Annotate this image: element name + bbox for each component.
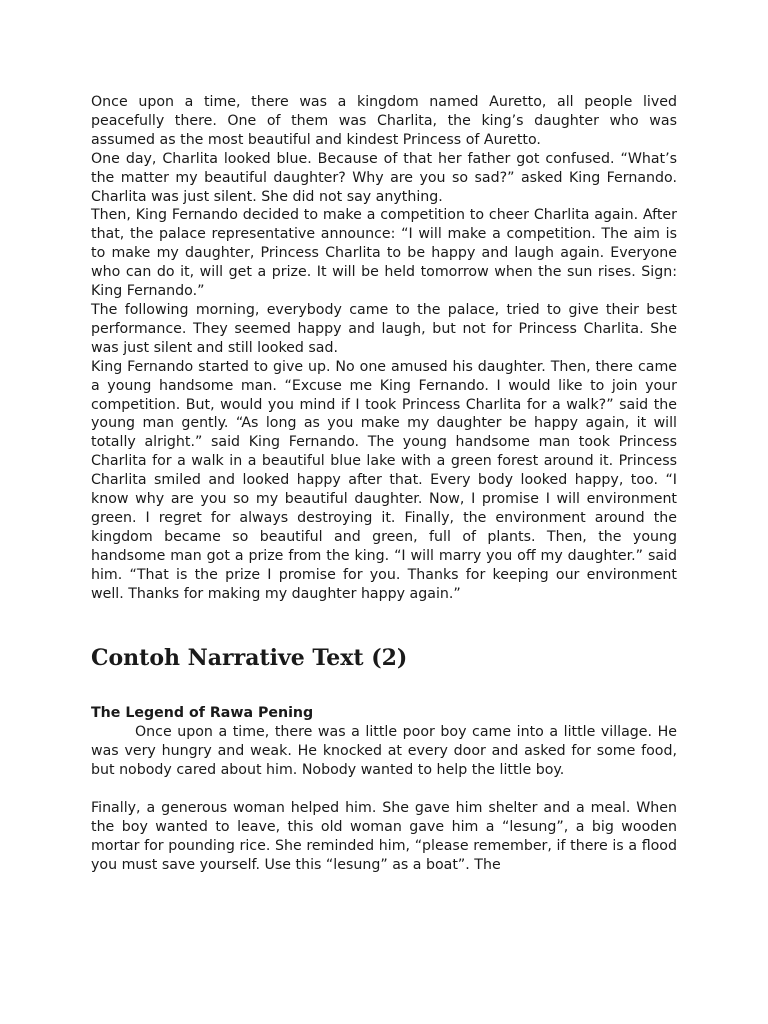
document-page <box>91 93 677 875</box>
story-paragraph-5: King Fernando started to give up. No one amused his daughter. Then, there came a young handsome man. “Excuse me King Fernando. I would like to join your competition. But, would you mind if I took Princess Charlita for a walk?” said the young man gently. “As long as you make my daughter be happy again, it will totally alright.” said King Fernando. The young handsome man took Princess Charlita for a walk in a beautiful blue lake with a green forest around it. Princess Charlita smiled and looked happy after that. Every body looked happy, too. “I know why are you so my beautiful daughter. Now, I promise I will environment green. I regret for always destroying it. Finally, the environment around the kingdom became so beautiful and green, full of plants. Then, the young handsome man got a prize from the king. “I will marry you off my daughter.” said him. “That is the prize I promise for you. Thanks for keeping our environment well. Thanks for making my daughter happy again.” <box>91 358 677 602</box>
legend-paragraph-1: Once upon a time, there was a little poor boy came into a little village. He was very hungry and weak. He knocked at every door and asked for some food, but nobody cared about him. Nobody wanted to help the little boy. <box>91 724 677 779</box>
story-paragraph-1: Once upon a time, there was a kingdom named Auretto, all people lived peacefully there. One of them was Charlita, the king’s daughter who was assumed as the most beautiful and kindest Princess of Auretto. <box>91 94 677 148</box>
story-paragraph-4: The following morning, everybody came to the palace, tried to give their best performance. They seemed happy and laugh, but not for Princess Charlita. She was just silent and still looked sad. <box>91 301 677 356</box>
story-paragraph-3: Then, King Fernando decided to make a competition to cheer Charlita again. After that, the palace representative announce: “I will make a competition. The aim is to make my daughter, Princess Charlita to be happy and laugh again. Everyone who can do it, will get a prize. It will be held tomorrow when the sun rises. Sign: King Fernando.” <box>91 207 677 300</box>
legend-paragraph-2: Finally, a generous woman helped him. She gave him shelter and a meal. When the boy wanted to leave, this old woman gave him a “lesung”, a big wooden mortar for pounding rice. She reminded him, “please remember, if there is a flood you must save yourself. Use this “lesung” as a boat”. The <box>91 799 677 873</box>
section-heading: Contoh Narrative Text (2) <box>91 645 408 672</box>
story-title: The Legend of Rawa Pening <box>91 705 314 722</box>
story-paragraph-2: One day, Charlita looked blue. Because of that her father got confused. “What’s the matter my beautiful daughter? Why are you so sad?” asked King Fernando. Charlita was just silent. She did not say anything. <box>91 150 677 205</box>
